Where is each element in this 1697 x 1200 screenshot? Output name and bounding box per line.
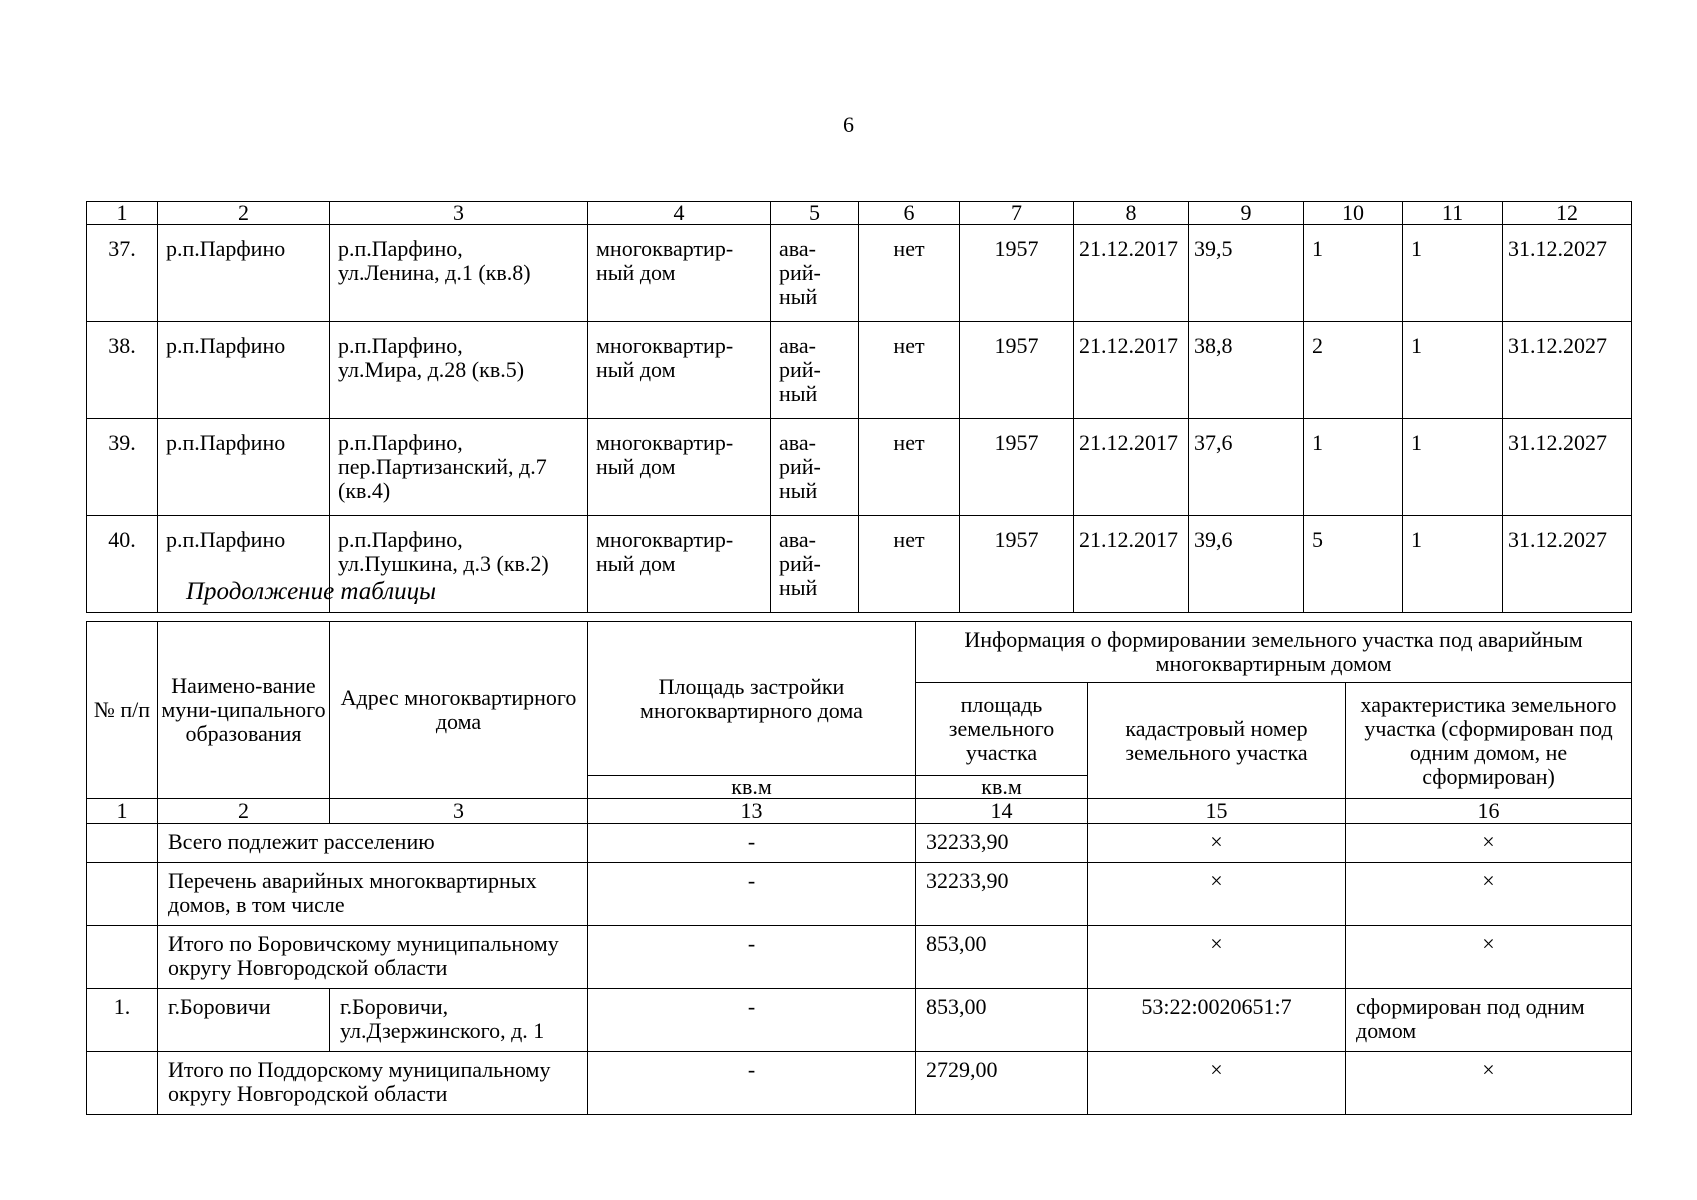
row-label: Перечень аварийных многоквартирных домов, в том числе — [158, 863, 588, 926]
col-num: 2 — [158, 202, 330, 225]
cell-16: × — [1346, 824, 1632, 863]
address: р.п.Парфино, ул.Мира, д.28 (кв.5) — [330, 322, 588, 419]
cell-8: 21.12.2017 — [1074, 322, 1189, 419]
header-cadastral: кадастровый номер земельного участка — [1088, 683, 1346, 799]
col-num: 3 — [330, 202, 588, 225]
cell-11: 1 — [1403, 516, 1503, 613]
col-num: 7 — [960, 202, 1074, 225]
table-row — [87, 419, 1632, 516]
building-type: многоквартир- ный дом — [588, 516, 771, 613]
header-characteristic: характеристика земельного участка (сформирован под одним домом, не сформирован) — [1346, 683, 1632, 799]
cell-15: × — [1088, 824, 1346, 863]
building-type: многоквартир- ный дом — [588, 419, 771, 516]
cadastral-number: 53:22:0020651:7 — [1088, 989, 1346, 1052]
cell-9: 39,5 — [1189, 225, 1304, 322]
cell-12: 31.12.2027 — [1503, 322, 1632, 419]
cell-7: 1957 — [960, 225, 1074, 322]
cell-7: 1957 — [960, 322, 1074, 419]
address: р.п.Парфино, ул.Ленина, д.1 (кв.8) — [330, 225, 588, 322]
unit-14: кв.м — [916, 776, 1088, 799]
cell-7: 1957 — [960, 419, 1074, 516]
cell-13: - — [588, 989, 916, 1052]
cell-12: 31.12.2027 — [1503, 516, 1632, 613]
header-no: № п/п — [87, 622, 158, 799]
header-area: Площадь застройки многоквартирного дома — [588, 622, 916, 776]
col-num: 2 — [158, 799, 330, 824]
row-number: 39. — [87, 419, 158, 516]
cell-9: 39,6 — [1189, 516, 1304, 613]
municipality: р.п.Парфино — [158, 225, 330, 322]
col-num: 3 — [330, 799, 588, 824]
col-num: 11 — [1403, 202, 1503, 225]
cell-10: 1 — [1304, 225, 1403, 322]
table-row — [87, 225, 1632, 322]
row-number: 1. — [87, 989, 158, 1052]
building-type: многоквартир- ный дом — [588, 322, 771, 419]
header-row — [87, 622, 1632, 683]
table-row — [87, 1052, 1632, 1115]
row-number: 38. — [87, 322, 158, 419]
col-num: 14 — [916, 799, 1088, 824]
col-num: 13 — [588, 799, 916, 824]
table-row — [87, 926, 1632, 989]
cell-16: × — [1346, 863, 1632, 926]
cell-6: нет — [859, 225, 960, 322]
table-row — [87, 863, 1632, 926]
address: р.п.Парфино, пер.Партизанский, д.7 (кв.4) — [330, 419, 588, 516]
col-num: 10 — [1304, 202, 1403, 225]
column-numbers-row — [87, 799, 1632, 824]
cell-12: 31.12.2027 — [1503, 419, 1632, 516]
page-number: 6 — [843, 112, 854, 137]
cell-15: × — [1088, 1052, 1346, 1115]
status: ава- рий- ный — [771, 322, 859, 419]
cell-6: нет — [859, 516, 960, 613]
cell-14: 32233,90 — [916, 863, 1088, 926]
land-characteristic: сформирован под одним домом — [1346, 989, 1632, 1052]
table-row — [87, 824, 1632, 863]
header-municipality: Наимено-вание муни-ципального образования — [158, 622, 330, 799]
cell-9: 38,8 — [1189, 322, 1304, 419]
row-number: 40. — [87, 516, 158, 613]
col-num: 15 — [1088, 799, 1346, 824]
municipality: р.п.Парфино — [158, 322, 330, 419]
col-num: 4 — [588, 202, 771, 225]
col-num: 6 — [859, 202, 960, 225]
cell-10: 5 — [1304, 516, 1403, 613]
cell-15: × — [1088, 926, 1346, 989]
cell-10: 2 — [1304, 322, 1403, 419]
cell-16: × — [1346, 1052, 1632, 1115]
status: ава- рий- ный — [771, 419, 859, 516]
table-continuation-caption: Продолжение таблицы — [186, 578, 437, 605]
cell-7: 1957 — [960, 516, 1074, 613]
cell-8: 21.12.2017 — [1074, 419, 1189, 516]
cell-6: нет — [859, 322, 960, 419]
address: г.Боровичи, ул.Дзержинского, д. 1 — [330, 989, 588, 1052]
col-num: 9 — [1189, 202, 1304, 225]
col-num: 1 — [87, 799, 158, 824]
cell-13: - — [588, 863, 916, 926]
col-num: 5 — [771, 202, 859, 225]
cell-13: - — [588, 926, 916, 989]
main-table — [86, 201, 1632, 613]
cell-6: нет — [859, 419, 960, 516]
cell-14: 853,00 — [916, 926, 1088, 989]
cell-11: 1 — [1403, 225, 1503, 322]
cell-8: 21.12.2017 — [1074, 516, 1189, 613]
col-num: 8 — [1074, 202, 1189, 225]
cell-14: 32233,90 — [916, 824, 1088, 863]
row-label: Итого по Поддорскому муниципальному округу Новгородской области — [158, 1052, 588, 1115]
header-address: Адрес многоквартирного дома — [330, 622, 588, 799]
cell-10: 1 — [1304, 419, 1403, 516]
col-num: 1 — [87, 202, 158, 225]
cell-13: - — [588, 824, 916, 863]
continuation-table — [86, 621, 1632, 1115]
table-row — [87, 989, 1632, 1052]
municipality: р.п.Парфино — [158, 419, 330, 516]
municipality: р.п.Парфино — [158, 516, 330, 613]
cell-14: 853,00 — [916, 989, 1088, 1052]
cell-11: 1 — [1403, 322, 1503, 419]
header-land-info: Информация о формировании земельного участка под аварийным многоквартирным домом — [916, 622, 1632, 683]
cell-16: × — [1346, 926, 1632, 989]
table-row — [87, 322, 1632, 419]
col-num: 12 — [1503, 202, 1632, 225]
col-num: 16 — [1346, 799, 1632, 824]
cell-8: 21.12.2017 — [1074, 225, 1189, 322]
cell-11: 1 — [1403, 419, 1503, 516]
cell-13: - — [588, 1052, 916, 1115]
municipality: г.Боровичи — [158, 989, 330, 1052]
cell-9: 37,6 — [1189, 419, 1304, 516]
unit-13: кв.м — [588, 776, 916, 799]
cell-12: 31.12.2027 — [1503, 225, 1632, 322]
row-number: 37. — [87, 225, 158, 322]
row-label: Всего подлежит расселению — [158, 824, 588, 863]
cell-14: 2729,00 — [916, 1052, 1088, 1115]
address: р.п.Парфино, ул.Пушкина, д.3 (кв.2) — [330, 516, 588, 613]
cell-15: × — [1088, 863, 1346, 926]
status: ава- рий- ный — [771, 225, 859, 322]
building-type: многоквартир- ный дом — [588, 225, 771, 322]
column-numbers-row — [87, 202, 1632, 225]
status: ава- рий- ный — [771, 516, 859, 613]
row-label: Итого по Боровичскому муниципальному округу Новгородской области — [158, 926, 588, 989]
header-land-area: площадь земельного участка — [916, 683, 1088, 776]
